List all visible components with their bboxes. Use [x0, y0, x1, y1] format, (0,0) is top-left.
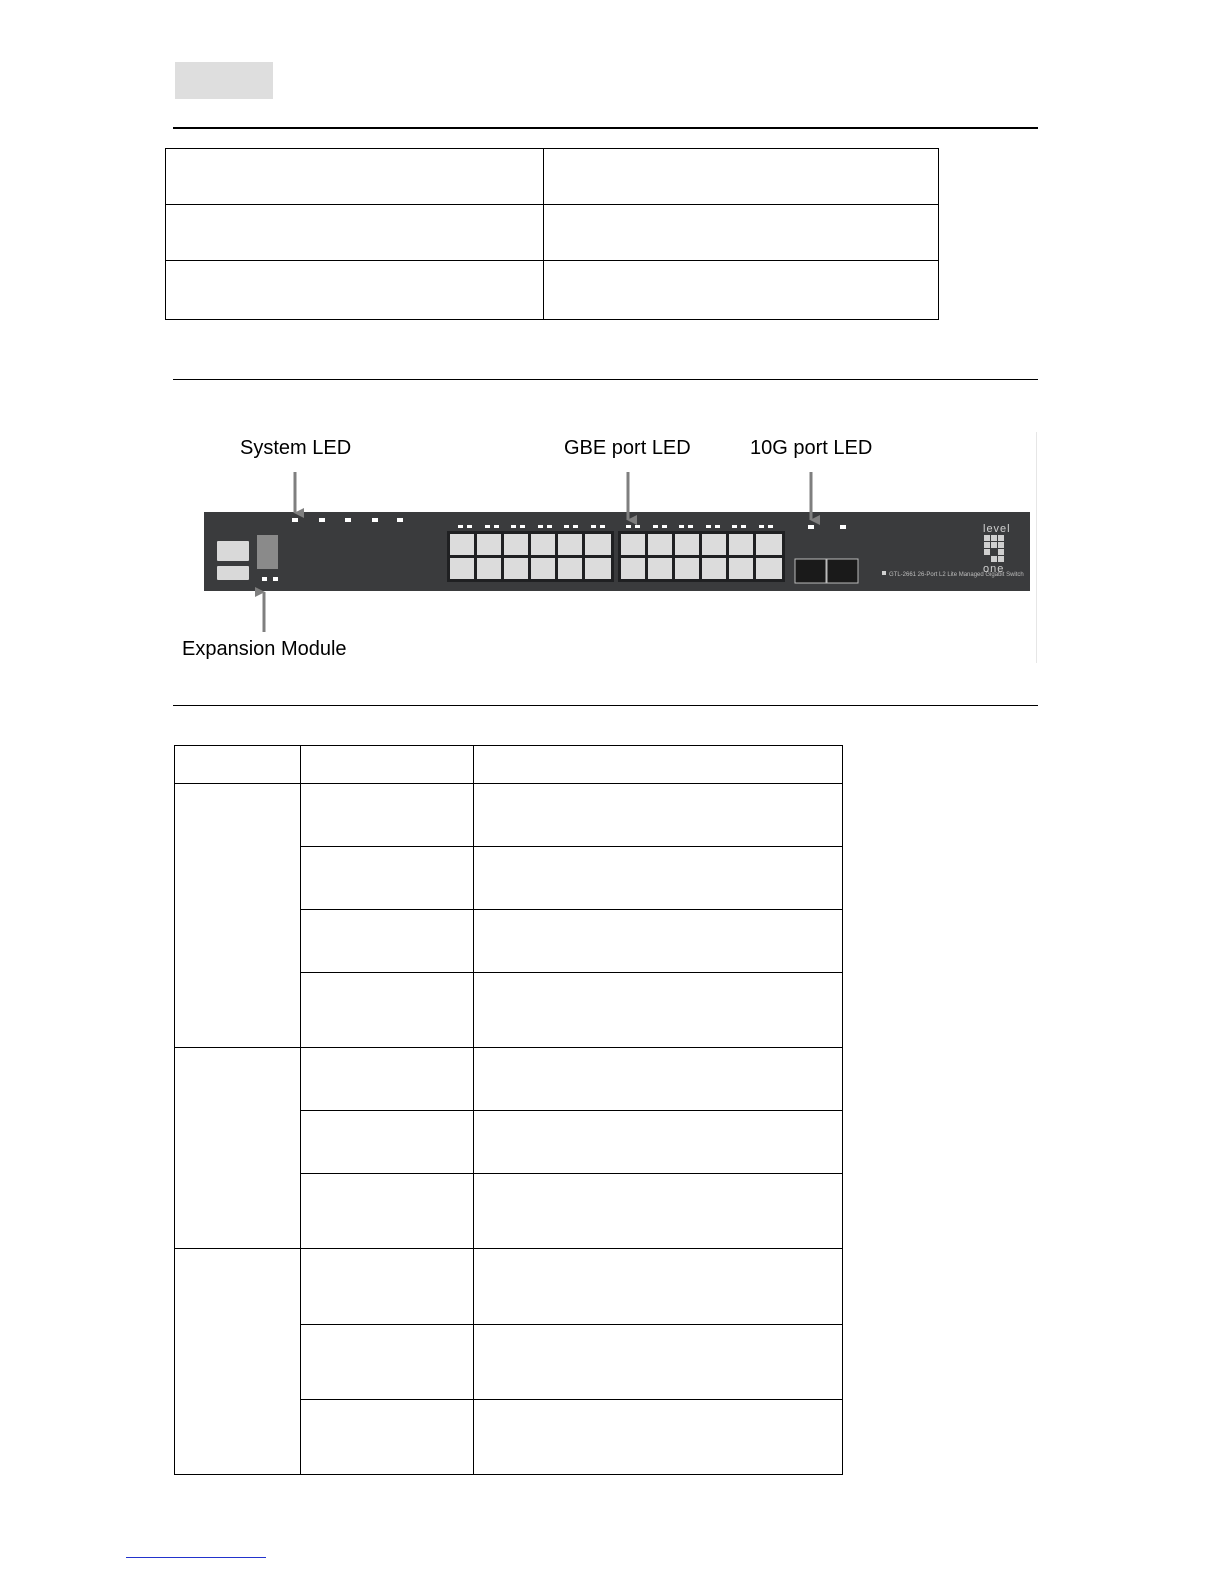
footer-link-underline[interactable] [126, 1557, 266, 1558]
gbe-port-led-callout: GBE port LED [564, 437, 691, 459]
front-panel-figure [176, 432, 1037, 663]
expansion-module-callout: Expansion Module [182, 638, 347, 660]
table-row [175, 784, 843, 847]
system-led-callout: System LED [240, 437, 352, 459]
led-definition-table [174, 745, 843, 1475]
svg-text:level: level [983, 523, 1011, 535]
section-divider-1 [173, 127, 1038, 129]
section-tag-box [175, 62, 273, 99]
table-row [175, 1249, 843, 1325]
sfp-port-1 [795, 559, 826, 583]
model-caption: GTL-2661 26-Port L2 Lite Managed Gigabit Switch [889, 572, 1024, 578]
switch-chassis [204, 512, 1030, 591]
front-panel-illustration [176, 432, 1036, 663]
section-divider-3 [173, 705, 1038, 706]
usb-port [217, 566, 249, 580]
sfp-port-2 [827, 559, 858, 583]
table-row [166, 261, 939, 320]
table-header-row [175, 746, 843, 784]
expansion-slot [257, 535, 278, 569]
table-row [166, 149, 939, 205]
spec-table [165, 148, 939, 320]
table-row [175, 1048, 843, 1111]
section-divider-2 [173, 379, 1038, 380]
console-port [217, 541, 249, 561]
table-row [166, 205, 939, 261]
svg-text:one: one [983, 563, 1005, 575]
tengig-port-led-callout: 10G port LED [750, 437, 873, 459]
